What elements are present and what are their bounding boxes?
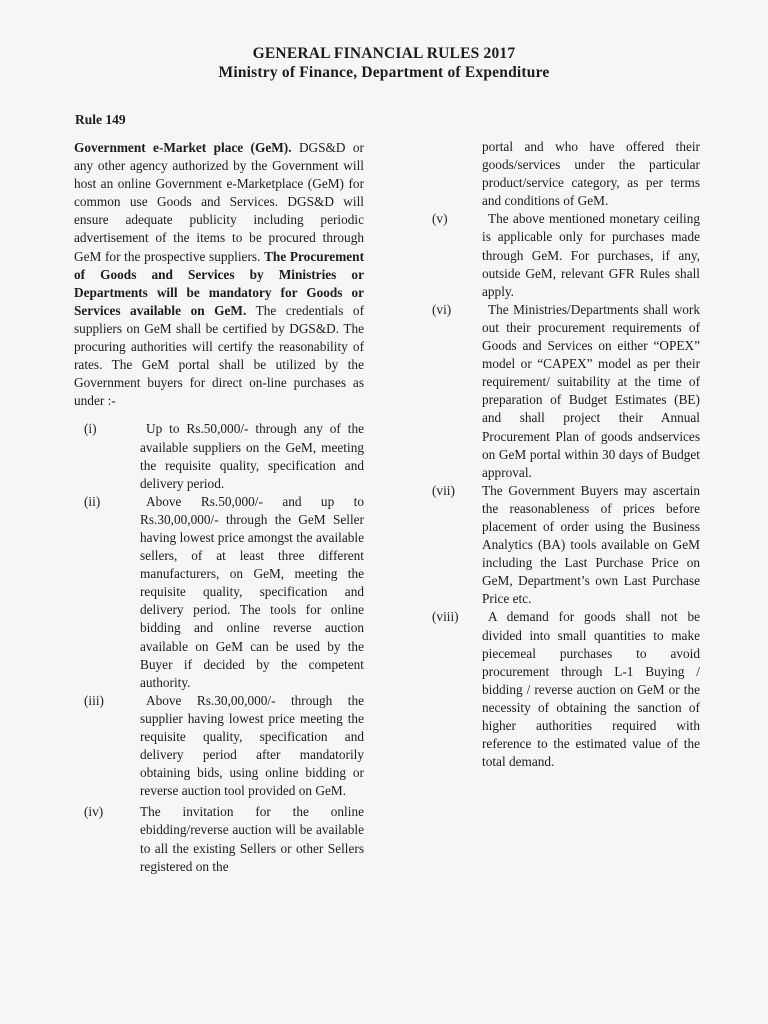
item-text: A demand for goods shall not be divided into small quantities to make piecemeal purchases to avoid procurement through L-1 Buying / bidding / reverse auction on GeM or the necessity of obtaining the sanction of higher authorities required with reference to the estimated value of the total demand. [482,609,700,770]
list-item-i [84,420,364,492]
item-number: (v) [432,211,448,227]
item-number: (i) [84,421,97,437]
list-item-iii [84,692,364,801]
item-number: (iii) [84,692,104,708]
item-number: (vi) [432,301,452,317]
intro-bold-heading: Government e-Market place (GeM). [74,140,292,155]
item-text: Up to Rs.50,000/- through any of the available suppliers on the GeM, meeting the requisite quality, specification and delivery period. [140,421,364,491]
list-item-ii [84,493,364,692]
list-item-iv-continued: portal and who have offered their goods/services under the particular product/service category, as per terms and conditions of GeM. [482,139,700,209]
list-item-vii [432,482,700,609]
document-header [0,44,768,83]
intro-bold-mandatory: The Procurement of Goods and Services by Ministries or Departments will be mandatory for Goods or Services available on GeM. [74,248,364,318]
left-column [74,139,364,876]
document-title: GENERAL FINANCIAL RULES 2017 [252,45,516,62]
item-number: (iv) [84,804,104,820]
item-number: (ii) [84,493,101,509]
item-text: The invitation for the online ebidding/reverse auction will be available to all the existing Sellers or other Sellers registered on the [140,804,364,874]
list-item-v [432,210,700,300]
item-number: (viii) [432,609,459,625]
item-text: The Ministries/Departments shall work out their procurement requirements of Goods and Services on either “OPEX” model or “CAPEX” model as per their requirement/ suitability at the time of preparation of Budget Estimates (BE) and shall project their Annual Procurement Plan of goods andservices on GeM portal within 30 days of Budget approval. [482,301,700,480]
rule-number: Rule 149 [75,112,126,127]
item-text: Above Rs.50,000/- and up to Rs.30,00,000/- through the GeM Seller having lowest price amongst the available sellers, of at least three different manufacturers, on GeM, meeting the requisite quality, specification and delivery period. The tools for online bidding and online reverse auction available on GeM can be used by the Buyer if decided by the competent authority. [140,493,364,690]
list-item-viii [432,608,700,771]
item-text: The above mentioned monetary ceiling is applicable only for purchases made through GeM. For purchases, if any, outside GeM, relevant GFR Rules shall apply. [482,211,700,299]
intro-text-1: DGS&D or any other agency authorized by the Government will host an online Government e-Marketplace (GeM) for common use Goods and Services. DGS&D will ensure adequate publicity including periodic advertisement of the items to be procured through GeM for the prospective suppliers. [74,140,364,264]
intro-text-2: The credentials of suppliers on GeM shall be certified by DGS&D. The procuring authorities will certify the reasonability of rates. The GeM portal shall be utilized by the Government buyers for direct on-line purchases as under :- [74,302,364,409]
item-number: (vii) [432,482,455,498]
intro-paragraph [74,139,364,410]
item-text: The Government Buyers may ascertain the reasonableness of prices before placement of order using the Business Analytics (BA) tools available on GeM including the Last Purchase Price on GeM, Department’s own Last Purchase Price etc. [482,482,700,607]
document-subtitle: Ministry of Finance, Department of Expenditure [218,64,550,81]
list-item-vi [432,301,700,482]
list-item-iv [84,803,364,875]
item-text: Above Rs.30,00,000/- through the supplier having lowest price meeting the requisite quality, specification and delivery period after mandatorily obtaining bids, using online bidding or reverse auction tool provided on GeM. [140,692,364,799]
right-column [432,138,700,771]
